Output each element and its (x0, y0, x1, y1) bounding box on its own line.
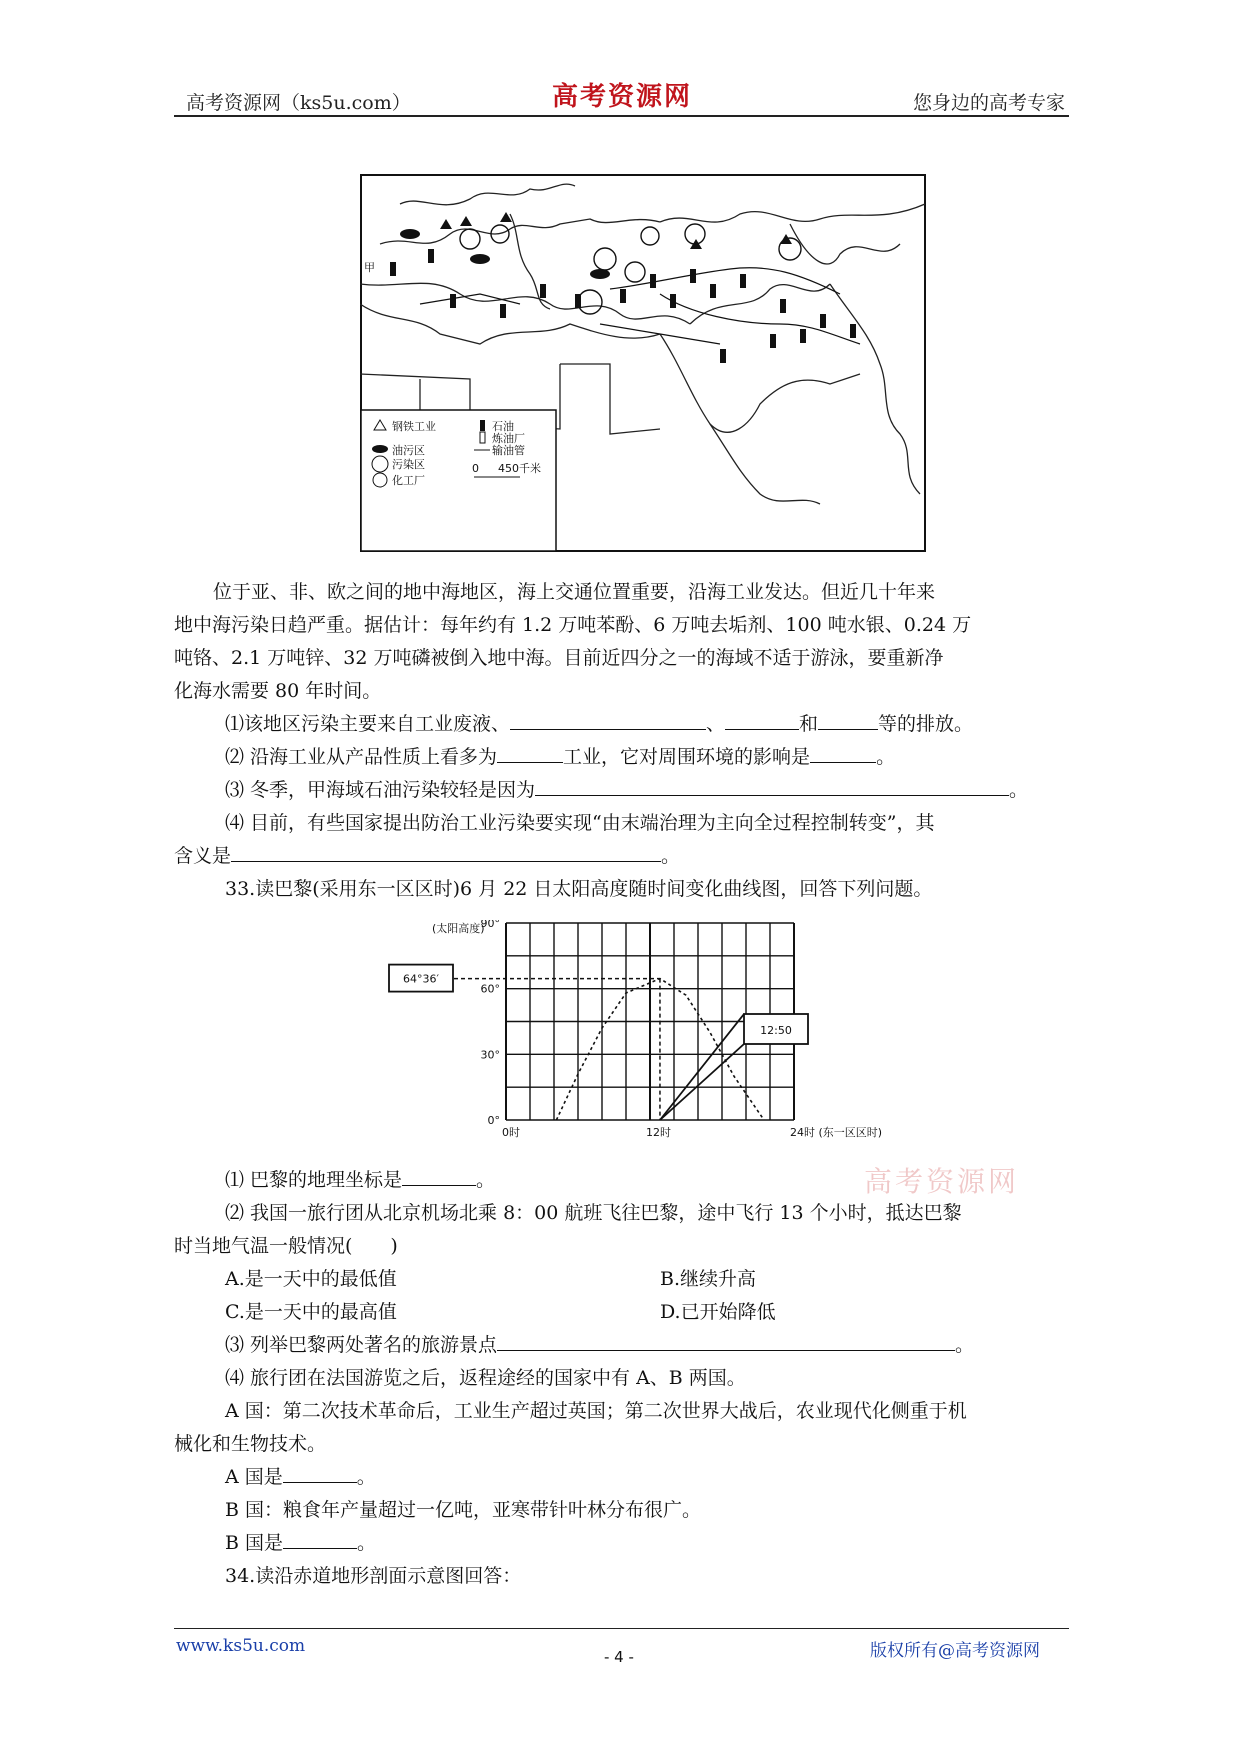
answer-blank[interactable] (497, 742, 563, 763)
callout-pointer (660, 1044, 744, 1120)
q33-sub4: ⑷ 旅行团在法国游览之后，返程途经的国家中有 A、B 两国。 (225, 1367, 746, 1389)
q32-sub4-line2 (174, 840, 680, 873)
watermark-stamp: 高考资源网 (864, 1165, 1020, 1198)
q32-sub2-text-b: 工业，它对周围环境的影响是 (563, 746, 811, 768)
answer-blank[interactable] (725, 709, 799, 730)
country-a-answer (225, 1461, 376, 1494)
answer-blank[interactable] (810, 742, 876, 763)
period: 。 (356, 1466, 376, 1488)
legend-refinery: 炼油厂 (492, 432, 525, 445)
period: 。 (876, 746, 896, 768)
q33-sub3 (225, 1329, 974, 1362)
q32-sub3-text: ⑶ 冬季，甲海域石油污染较轻是因为 (225, 779, 536, 801)
x-tick-label: 12时 (646, 1126, 671, 1139)
x-tick-label: 0时 (502, 1126, 520, 1139)
legend-steel: 钢铁工业 (392, 420, 436, 433)
separator: 和 (799, 713, 819, 735)
y-axis-label: (太阳高度) (432, 922, 485, 935)
answer-blank[interactable] (497, 1330, 955, 1351)
legend-oil-spill: 油污区 (392, 444, 425, 457)
header-left: 高考资源网（ks5u.com） (186, 92, 411, 114)
header-rule (174, 115, 1069, 117)
header-right: 您身边的高考专家 (913, 92, 1066, 114)
period: 。 (357, 1532, 377, 1554)
y-tick-label: 0° (487, 1114, 500, 1127)
callout-pointer (660, 1014, 744, 1120)
option-a[interactable]: A.是一天中的最低值 (225, 1268, 397, 1290)
option-c[interactable]: C.是一天中的最高值 (225, 1301, 397, 1323)
country-b-answer (225, 1527, 376, 1560)
country-b-desc: B 国：粮食年产量超过一亿吨，亚寒带针叶林分布很广。 (225, 1499, 702, 1521)
country-a-label: A 国是 (225, 1466, 283, 1488)
footer-link[interactable]: www.ks5u.com (176, 1636, 306, 1656)
country-b-label: B 国是 (225, 1532, 284, 1554)
legend-oil: 石油 (492, 420, 514, 433)
q32-sub4-text: 含义是 (174, 845, 232, 867)
period: 。 (955, 1334, 975, 1356)
answer-blank[interactable] (510, 709, 706, 730)
y-tick-label: 30° (480, 1048, 500, 1062)
passage-line-4: 化海水需要 80 年时间。 (174, 680, 382, 702)
option-b[interactable]: B.继续升高 (660, 1268, 757, 1290)
q32-sub1-end: 等的排放。 (878, 713, 974, 735)
answer-blank[interactable] (283, 1528, 357, 1549)
q32-sub1-text: ⑴该地区污染主要来自工业废液、 (225, 713, 511, 735)
time-callout-text: 12:50 (760, 1024, 792, 1037)
answer-blank[interactable] (535, 775, 1009, 796)
q32-sub4-line1: ⑷ 目前，有些国家提出防治工业污染要实现“由末端治理为主向全过程控制转变”，其 (225, 812, 935, 834)
q33-sub2-line1: ⑵ 我国一旅行团从北京机场北乘 8：00 航班飞往巴黎，途中飞行 13 个小时，抵达巴黎 (225, 1202, 962, 1224)
country-a-desc-1: A 国：第二次技术革命后，工业生产超过英国；第二次世界大战后，农业现代化侧重于机 (225, 1400, 967, 1422)
answer-blank[interactable] (818, 709, 878, 730)
country-a-desc-2: 械化和生物技术。 (174, 1433, 327, 1455)
scale-zero: 0 (472, 462, 479, 475)
solar-altitude-chart (374, 920, 950, 1150)
legend-pipeline: 输油管 (492, 444, 525, 457)
q32-sub2-text: ⑵ 沿海工业从产品性质上看多为 (225, 746, 498, 768)
angle-callout-text: 64°36′ (403, 972, 439, 986)
period: 。 (476, 1169, 496, 1191)
answer-blank[interactable] (402, 1165, 476, 1186)
legend-pollution-zone: 污染区 (392, 458, 425, 471)
passage-line-3: 吨铬、2.1 万吨锌、32 万吨磷被倒入地中海。目前近四分之一的海域不适于游泳，要重新净 (174, 647, 944, 669)
q33-sub1-text: ⑴ 巴黎的地理坐标是 (225, 1169, 403, 1191)
q32-sub2 (225, 741, 895, 774)
footer-copyright: 版权所有@高考资源网 (870, 1641, 1040, 1661)
separator: 、 (706, 713, 726, 735)
q34-title: 34.读沿赤道地形剖面示意图回答： (225, 1565, 522, 1587)
q32-sub3 (225, 774, 1028, 807)
header-brand-logo: 高考资源网 (552, 82, 693, 112)
y-tick-label: 90° (480, 920, 500, 930)
legend-chemical-plant: 化工厂 (392, 474, 425, 487)
answer-blank[interactable] (231, 841, 661, 862)
period: 。 (1009, 779, 1029, 801)
passage-line-2: 地中海污染日趋严重。据估计：每年约有 1.2 万吨苯酚、6 万吨去垢剂、100 吨水银、0.24 万 (174, 614, 972, 636)
period: 。 (661, 845, 681, 867)
y-tick-label: 60° (480, 982, 500, 996)
mediterranean-pollution-map (360, 174, 926, 552)
answer-blank[interactable] (283, 1462, 357, 1483)
q33-sub1 (225, 1164, 495, 1197)
page-number: - 4 - (604, 1648, 634, 1666)
option-d[interactable]: D.已开始降低 (660, 1301, 776, 1323)
q32-sub1 (225, 708, 973, 741)
q33-title: 33.读巴黎(采用东一区区时)6 月 22 日太阳高度随时间变化曲线图，回答下列问题。 (225, 878, 933, 900)
map-marker-jia: 甲 (364, 261, 375, 274)
passage-line-1: 位于亚、非、欧之间的地中海地区，海上交通位置重要，沿海工业发达。但近几十年来 (213, 581, 936, 603)
footer-rule (174, 1628, 1069, 1629)
scale-label: 450千米 (498, 462, 541, 475)
x-tick-label: 24时 (东一区区时) (790, 1126, 883, 1139)
q33-sub2-line2: 时当地气温一般情况( ) (174, 1235, 398, 1257)
q33-sub3-text: ⑶ 列举巴黎两处著名的旅游景点 (225, 1334, 498, 1356)
